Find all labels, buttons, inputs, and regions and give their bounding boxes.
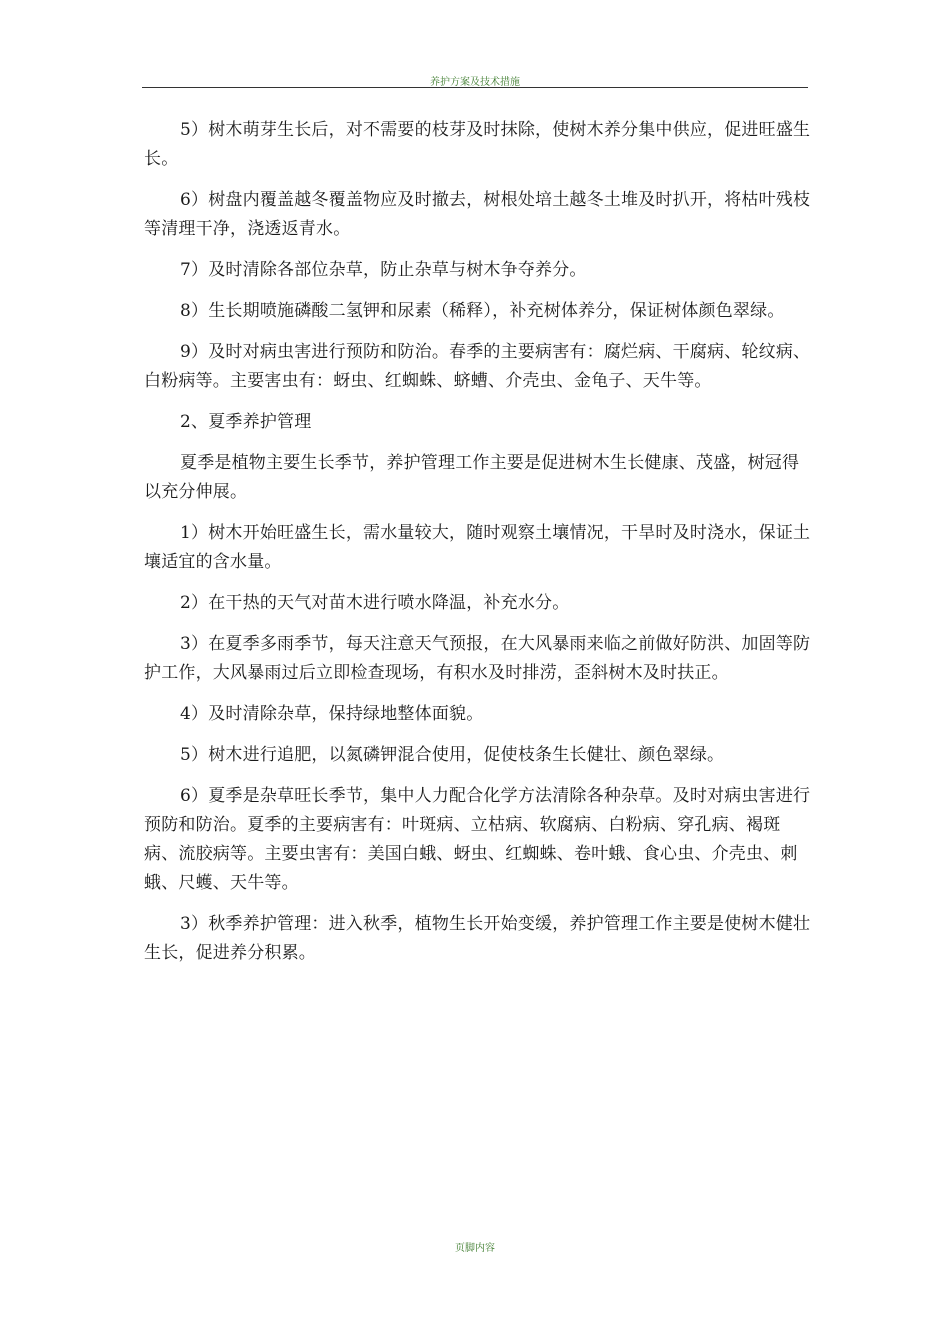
paragraph: 4）及时清除杂草，保持绿地整体面貌。 bbox=[180, 704, 484, 724]
paragraph: 5）树木进行追肥，以氮磷钾混合使用，促使枝条生长健壮、颜色翠绿。 bbox=[180, 745, 725, 765]
paragraph: 2）在干热的天气对苗木进行喷水降温，补充水分。 bbox=[180, 593, 570, 613]
paragraph: 6）夏季是杂草旺长季节，集中人力配合化学方法清除各种杂草。及时对病虫害进行预防和防治。夏季的主要病害有：叶斑病、立枯病、软腐病、白粉病、穿孔病、褐斑病、流胶病等。主要虫害有：美国白蛾、蚜虫、红蜘蛛、卷叶蛾、食心虫、介壳虫、刺蛾、尺蠖、天牛等。 bbox=[144, 786, 811, 893]
header-title: 养护方案及技术措施 bbox=[430, 77, 520, 88]
page-header bbox=[142, 70, 808, 88]
paragraph: 3）在夏季多雨季节，每天注意天气预报，在大风暴雨来临之前做好防洪、加固等防护工作，大风暴雨过后立即检查现场，有积水及时排涝，歪斜树木及时扶正。 bbox=[144, 634, 811, 683]
paragraph: 8）生长期喷施磷酸二氢钾和尿素（稀释），补充树体养分，保证树体颜色翠绿。 bbox=[180, 301, 785, 321]
document-body bbox=[144, 116, 812, 980]
paragraph: 5）树木萌芽生长后，对不需要的枝芽及时抹除，使树木养分集中供应，促进旺盛生长。 bbox=[144, 120, 811, 169]
paragraph: 7）及时清除各部位杂草，防止杂草与树木争夺养分。 bbox=[180, 260, 587, 280]
page-footer bbox=[0, 1236, 950, 1255]
paragraph: 3）秋季养护管理：进入秋季，植物生长开始变缓，养护管理工作主要是使树木健壮生长，促进养分积累。 bbox=[144, 914, 811, 963]
paragraph: 1）树木开始旺盛生长，需水量较大，随时观察土壤情况，干旱时及时浇水，保证土壤适宜的含水量。 bbox=[144, 523, 811, 572]
paragraph: 夏季是植物主要生长季节，养护管理工作主要是促进树木生长健康、茂盛，树冠得以充分伸展。 bbox=[144, 453, 800, 502]
footer-text: 页脚内容 bbox=[455, 1243, 495, 1254]
section-heading: 2、夏季养护管理 bbox=[180, 412, 312, 432]
paragraph: 9）及时对病虫害进行预防和防治。春季的主要病害有：腐烂病、干腐病、轮纹病、白粉病等。主要害虫有：蚜虫、红蜘蛛、蛴螬、介壳虫、金龟子、天牛等。 bbox=[144, 342, 811, 391]
paragraph: 6）树盘内覆盖越冬覆盖物应及时撤去，树根处培土越冬土堆及时扒开，将枯叶残枝等清理干净，浇透返青水。 bbox=[144, 190, 811, 239]
